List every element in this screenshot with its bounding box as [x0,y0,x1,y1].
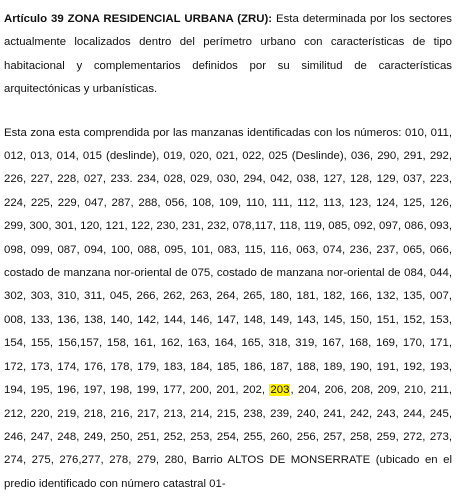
article-paragraph [4,8,452,102]
zone-paragraph [4,122,452,497]
zone-text-after: , 204, 206, 208, 209, 210, 211, 212, 220, 219, 218, 216, 217, 213, 214, 215, 238, 239, 240, 241, 242, 243, 244, 245, 246, 247, 248, 249, 250, 251, 252, 253, 254, 255, 260, 256, 257, 258, 259, 272, 273, 274, 275, 276,277, 278, 279, 280, Barrio ALTOS DE MONSERRATE (ubicado en el predio identificado con número catastral 01- [4,384,453,490]
zone-text-before: Esta zona esta comprendida por las manzanas identificadas con los números: 010, 011, 012, 013, 014, 015 (deslinde), 019, 020, 021, 022, 025 (Deslinde), 036, 290, 291, 292, 226, 227, 228, 027, 233. 234, 028, 029, 030, 294, 042, 038, 127, 128, 129, 037, 223, 224, 225, 229, 047, 287, 288, 056, 108, 109, 110, 111, 112, 113, 123, 124, 125, 126, 299, 300, 301, 120, 121, 122, 230, 231, 232, 078,117, 118, 119, 085, 092, 097, 086, 093, 098, 099, 087, 094, 100, 088, 095, 101, 083, 115, 116, 063, 074, 236, 237, 065, 066, costado de manzana nor-oriental de 075, costado de manzana nor-oriental de 084, 044, 302, 303, 310, 311, 045, 266, 262, 263, 264, 265, 180, 181, 182, 166, 132, 135, 007, 008, 133, 136, 138, 140, 142, 144, 146, 147, 148, 149, 143, 145, 150, 151, 152, 153, 154, 155, 156,157, 158, 161, 162, 163, 164, 165, 318, 319, 167, 168, 169, 170, 171, 172, 173, 174, 176, 178, 179, 183, 184, 185, 186, 187, 188, 189, 190, 191, 192, 193, 194, 195, 196, 197, 198, 199, 177, 200, 201, 202, [4,126,452,397]
document-page [4,8,452,496]
article-heading: Artículo 39 ZONA RESIDENCIAL URBANA (ZRU): [4,13,273,25]
article-body: Esta determinada por los sectores actualmente localizados dentro del perímetro urbano con características de tipo habitacional y complementarios definidos por su similitud de características arquitectónicas y urbanísticas. [4,13,452,96]
highlighted-block-number: 203 [270,384,290,397]
